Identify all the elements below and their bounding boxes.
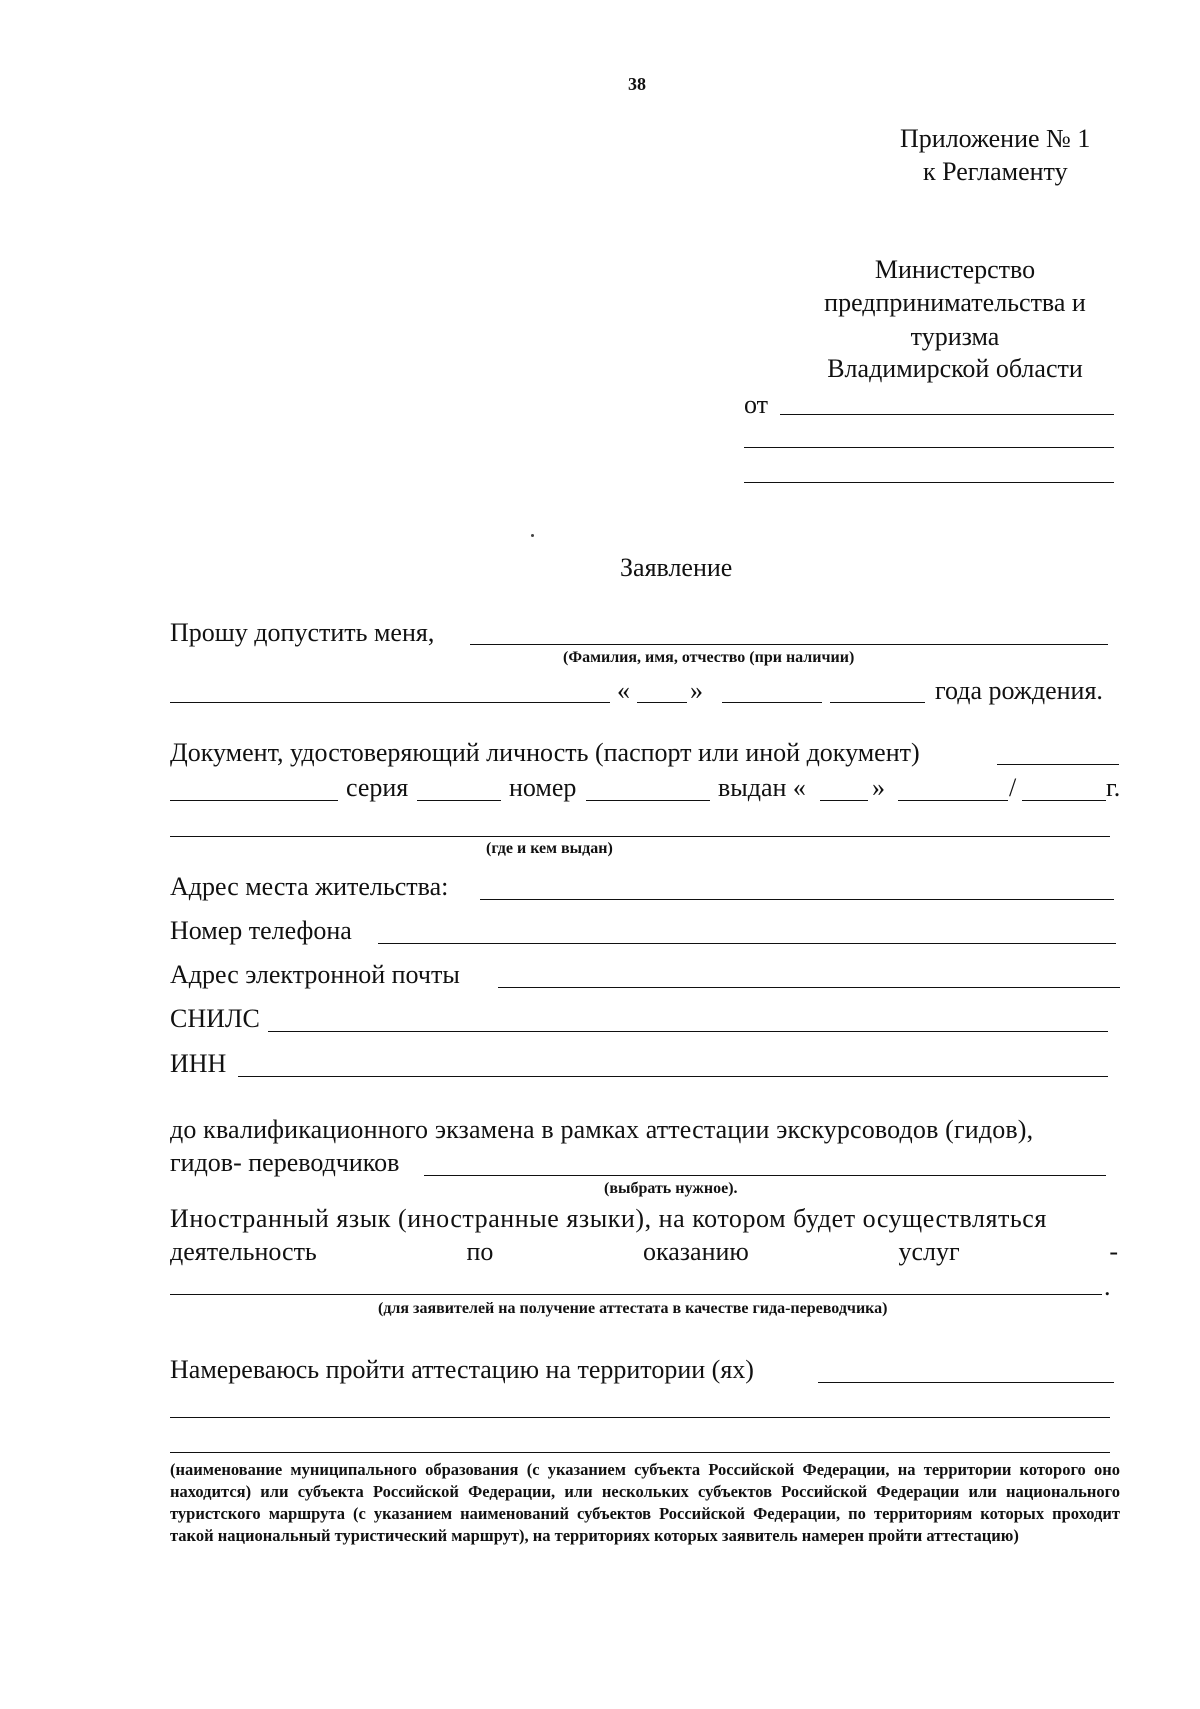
from-line-3[interactable] — [744, 482, 1114, 483]
id-doc-line-start[interactable] — [170, 800, 338, 801]
document-title: Заявление — [620, 553, 733, 582]
territory-line-1[interactable] — [818, 1382, 1114, 1383]
year-suffix: г. — [1106, 773, 1121, 802]
appendix-number: Приложение № 1 — [900, 124, 1091, 153]
fio-hint: (Фамилия, имя, отчество (при наличии) — [563, 649, 855, 666]
from-line-2[interactable] — [744, 447, 1114, 448]
language-end-mark: . — [1104, 1272, 1111, 1301]
phone-label: Номер телефона — [170, 916, 352, 945]
number-line[interactable] — [586, 800, 710, 801]
issued-slash: / — [1009, 773, 1017, 802]
issued-label: выдан « — [718, 773, 806, 802]
id-doc-type-line[interactable] — [997, 764, 1119, 765]
address-line[interactable] — [480, 899, 1114, 900]
from-line-1[interactable] — [780, 414, 1114, 415]
issued-hint: (где и кем выдан) — [486, 840, 613, 857]
number-label: номер — [509, 773, 577, 802]
territory-note: (наименование муниципального образования (с указанием субъекта Российской Федерации, на территории которого оно находится) или субъекта Российской Федерации, или нескольких субъектов Российской Федерации или национального туристского маршрута (с указанием наименований субъектов Российской Федерации, по территориям которых проходит такой национальный туристический маршрут), на территориях которых заявитель намерен пройти аттестацию) — [170, 1460, 1120, 1545]
issued-by-line[interactable] — [170, 836, 1110, 837]
addressee-line3: туризма — [910, 322, 1000, 351]
fio-line[interactable] — [470, 644, 1108, 645]
request-label: Прошу допустить меня, — [170, 618, 435, 647]
exam-hint: (выбрать нужное). — [604, 1180, 738, 1197]
issued-quote-close: » — [872, 773, 885, 802]
exam-line2: гидов- переводчиков — [170, 1148, 400, 1177]
issued-year-line[interactable] — [1022, 800, 1106, 801]
appendix-regulation: к Регламенту — [923, 157, 1068, 186]
phone-line[interactable] — [378, 943, 1116, 944]
birth-day-line[interactable] — [637, 702, 687, 703]
language-line1: Иностранный язык (иностранные языки), на котором будет осуществляться — [170, 1204, 1047, 1233]
language-line[interactable] — [170, 1294, 1102, 1295]
addressee-line2: предпринимательства и — [824, 288, 1086, 317]
language-hint: (для заявителей на получение аттестата в качестве гида-переводчика) — [378, 1300, 888, 1317]
email-line[interactable] — [498, 987, 1120, 988]
birth-quote-open: « — [617, 676, 630, 705]
language-word-4: услуг — [898, 1237, 960, 1266]
birth-month-line[interactable] — [722, 702, 822, 703]
issued-month-line[interactable] — [898, 800, 1008, 801]
birth-year-line[interactable] — [830, 702, 925, 703]
territory-line-3[interactable] — [170, 1452, 1110, 1453]
territory-line-2[interactable] — [170, 1417, 1110, 1418]
series-line[interactable] — [417, 800, 501, 801]
birth-quote-close: » — [690, 676, 703, 705]
id-doc-label: Документ, удостоверяющий личность (паспорт или иной документ) — [170, 738, 920, 767]
guide-type-line[interactable] — [424, 1175, 1106, 1176]
page-number: 38 — [628, 74, 646, 94]
inn-label: ИНН — [170, 1049, 227, 1078]
addressee-region: Владимирской области — [827, 354, 1083, 383]
language-word-5: - — [1109, 1237, 1118, 1266]
snils-label: СНИЛС — [170, 1004, 260, 1033]
from-label: от — [744, 390, 769, 419]
language-line2 — [170, 1237, 1118, 1267]
inn-line[interactable] — [238, 1076, 1108, 1077]
birth-label: года рождения. — [935, 676, 1103, 705]
snils-line[interactable] — [268, 1031, 1108, 1032]
series-label: серия — [346, 773, 409, 802]
language-word-1: деятельность — [170, 1237, 317, 1266]
scan-speck — [531, 534, 534, 537]
exam-line1: до квалификационного экзамена в рамках аттестации экскурсоводов (гидов), — [170, 1115, 1034, 1144]
language-word-3: оказанию — [643, 1237, 749, 1266]
birth-place-line[interactable] — [170, 702, 610, 703]
address-label: Адрес места жительства: — [170, 872, 449, 901]
email-label: Адрес электронной почты — [170, 960, 460, 989]
territory-label: Намереваюсь пройти аттестацию на территории (ях) — [170, 1355, 754, 1384]
language-word-2: по — [466, 1237, 494, 1266]
issued-day-line[interactable] — [820, 800, 868, 801]
addressee-ministry: Министерство — [874, 255, 1036, 284]
